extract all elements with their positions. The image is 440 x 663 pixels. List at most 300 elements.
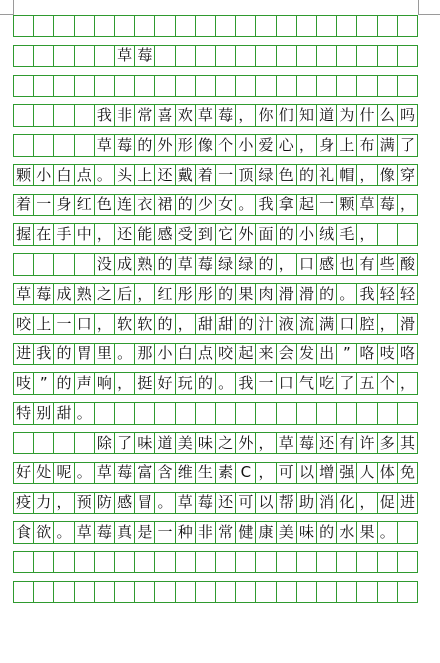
grid-cell bbox=[195, 46, 215, 66]
grid-cell bbox=[235, 46, 255, 66]
grid-cell: 还 bbox=[114, 224, 134, 244]
grid-cell bbox=[356, 552, 376, 572]
grid-cell: 白 bbox=[175, 344, 195, 364]
grid-cell: 滑 bbox=[296, 284, 316, 304]
grid-cell bbox=[175, 76, 195, 96]
grid-cell: 少 bbox=[195, 195, 215, 215]
grid-cell: 腔 bbox=[356, 314, 376, 334]
grid-cell bbox=[377, 16, 397, 36]
grid-cell: 发 bbox=[296, 344, 316, 364]
grid-cell: 口 bbox=[296, 254, 316, 274]
grid-cell: 的 bbox=[175, 195, 195, 215]
grid-cell bbox=[114, 16, 134, 36]
grid-cell: 滑 bbox=[397, 314, 418, 334]
grid-cell: 声 bbox=[74, 373, 94, 393]
grid-cell: 生 bbox=[195, 463, 215, 483]
grid-cell: 。 bbox=[215, 373, 235, 393]
grid-row bbox=[13, 372, 418, 394]
grid-cell: 绿 bbox=[255, 165, 275, 185]
grid-cell: 水 bbox=[336, 522, 356, 542]
grid-cell bbox=[13, 46, 33, 66]
grid-cell bbox=[215, 552, 235, 572]
grid-cell bbox=[33, 254, 53, 274]
grid-cell: 富 bbox=[134, 463, 154, 483]
grid-cell bbox=[114, 76, 134, 96]
grid-cell: 气 bbox=[296, 373, 316, 393]
grid-cell bbox=[154, 16, 174, 36]
grid-cell: 外 bbox=[154, 135, 174, 155]
grid-cell: 莓 bbox=[195, 493, 215, 513]
grid-cell bbox=[33, 46, 53, 66]
grid-cell bbox=[296, 582, 316, 602]
grid-cell: 莓 bbox=[114, 463, 134, 483]
grid-cell: 上 bbox=[134, 165, 154, 185]
grid-row bbox=[13, 343, 418, 365]
grid-cell bbox=[154, 76, 174, 96]
grid-cell: 强 bbox=[336, 463, 356, 483]
grid-cell: 免 bbox=[397, 463, 418, 483]
grid-cell bbox=[235, 76, 255, 96]
grid-cell: 小 bbox=[154, 344, 174, 364]
grid-cell bbox=[53, 582, 73, 602]
grid-cell bbox=[316, 582, 336, 602]
grid-cell bbox=[53, 254, 73, 274]
grid-cell bbox=[377, 403, 397, 423]
grid-cell bbox=[336, 403, 356, 423]
grid-cell: 常 bbox=[134, 105, 154, 125]
grid-cell bbox=[13, 582, 33, 602]
grid-cell bbox=[195, 403, 215, 423]
grid-cell bbox=[215, 16, 235, 36]
corner-mark-top-right-vertical bbox=[418, 0, 419, 15]
grid-cell: 玩 bbox=[175, 373, 195, 393]
grid-cell: 之 bbox=[94, 284, 114, 304]
grid-cell: 。 bbox=[114, 344, 134, 364]
grid-cell: 绒 bbox=[316, 224, 336, 244]
grid-cell: 爱 bbox=[255, 135, 275, 155]
grid-cell bbox=[215, 46, 235, 66]
grid-cell: 流 bbox=[296, 314, 316, 334]
corner-mark-top-left-vertical bbox=[13, 0, 14, 15]
grid-cell: 成 bbox=[114, 254, 134, 274]
grid-cell: 穿 bbox=[397, 165, 418, 185]
grid-cell: 成 bbox=[53, 284, 73, 304]
grid-cell: 些 bbox=[377, 254, 397, 274]
grid-cell: 汁 bbox=[255, 314, 275, 334]
grid-cell: 的 bbox=[154, 314, 174, 334]
grid-cell: 女 bbox=[215, 195, 235, 215]
grid-cell bbox=[377, 76, 397, 96]
grid-cell: 那 bbox=[134, 344, 154, 364]
grid-row bbox=[13, 551, 418, 573]
grid-cell bbox=[397, 76, 418, 96]
grid-cell: 咯 bbox=[397, 344, 418, 364]
grid-cell: 的 bbox=[316, 284, 336, 304]
grid-cell bbox=[356, 16, 376, 36]
grid-cell bbox=[175, 16, 195, 36]
grid-cell bbox=[13, 135, 33, 155]
grid-cell: ” bbox=[33, 373, 53, 393]
grid-cell bbox=[377, 46, 397, 66]
grid-cell bbox=[397, 224, 418, 244]
grid-cell: 呢 bbox=[53, 463, 73, 483]
grid-cell: 在 bbox=[33, 224, 53, 244]
grid-cell bbox=[397, 552, 418, 572]
grid-cell bbox=[195, 552, 215, 572]
grid-cell: 熟 bbox=[74, 284, 94, 304]
grid-cell: 康 bbox=[255, 522, 275, 542]
grid-cell bbox=[397, 46, 418, 66]
grid-cell: 后 bbox=[114, 284, 134, 304]
grid-cell: ， bbox=[134, 284, 154, 304]
grid-cell: 戴 bbox=[175, 165, 195, 185]
grid-cell: 满 bbox=[316, 314, 336, 334]
grid-cell: 欢 bbox=[175, 105, 195, 125]
grid-cell: 礼 bbox=[316, 165, 336, 185]
grid-cell bbox=[336, 46, 356, 66]
grid-cell: 外 bbox=[235, 433, 255, 453]
grid-cell: 点 bbox=[195, 344, 215, 364]
grid-cell: 到 bbox=[195, 224, 215, 244]
grid-cell: 肉 bbox=[255, 284, 275, 304]
grid-cell bbox=[255, 403, 275, 423]
grid-cell: 除 bbox=[94, 433, 114, 453]
grid-cell bbox=[33, 433, 53, 453]
grid-cell: 我 bbox=[356, 284, 376, 304]
grid-cell: 熟 bbox=[134, 254, 154, 274]
grid-cell: 我 bbox=[255, 195, 275, 215]
grid-cell: 体 bbox=[377, 463, 397, 483]
grid-row bbox=[13, 194, 418, 216]
grid-cell: 莓 bbox=[195, 254, 215, 274]
grid-cell bbox=[74, 105, 94, 125]
grid-cell: 红 bbox=[154, 284, 174, 304]
grid-cell: 莓 bbox=[377, 195, 397, 215]
grid-row bbox=[13, 521, 418, 543]
grid-row bbox=[13, 164, 418, 186]
grid-cell bbox=[33, 16, 53, 36]
grid-cell bbox=[154, 582, 174, 602]
grid-cell: 以 bbox=[255, 493, 275, 513]
grid-cell: 中 bbox=[74, 224, 94, 244]
grid-cell: 感 bbox=[114, 493, 134, 513]
grid-cell bbox=[336, 76, 356, 96]
grid-cell: 一 bbox=[53, 314, 73, 334]
grid-cell: 我 bbox=[235, 373, 255, 393]
grid-cell bbox=[255, 582, 275, 602]
grid-cell bbox=[235, 403, 255, 423]
grid-cell: 口 bbox=[276, 373, 296, 393]
grid-cell bbox=[33, 76, 53, 96]
grid-cell bbox=[94, 76, 114, 96]
grid-cell: 的 bbox=[154, 254, 174, 274]
grid-cell bbox=[336, 16, 356, 36]
grid-cell bbox=[74, 76, 94, 96]
grid-cell bbox=[134, 552, 154, 572]
grid-cell: 防 bbox=[94, 493, 114, 513]
grid-cell bbox=[397, 403, 418, 423]
grid-cell bbox=[296, 16, 316, 36]
grid-cell bbox=[114, 403, 134, 423]
grid-cell: 草 bbox=[356, 195, 376, 215]
grid-cell bbox=[154, 46, 174, 66]
grid-row bbox=[13, 223, 418, 245]
grid-cell: 多 bbox=[377, 433, 397, 453]
grid-cell bbox=[175, 403, 195, 423]
grid-cell: 道 bbox=[316, 105, 336, 125]
grid-cell bbox=[53, 16, 73, 36]
grid-cell: 面 bbox=[255, 224, 275, 244]
grid-cell: 种 bbox=[175, 522, 195, 542]
grid-cell: C bbox=[235, 463, 255, 483]
grid-cell: 果 bbox=[356, 522, 376, 542]
grid-cell: 心 bbox=[276, 135, 296, 155]
grid-row bbox=[13, 134, 418, 156]
grid-cell: 进 bbox=[13, 344, 33, 364]
grid-cell bbox=[53, 552, 73, 572]
grid-cell: 的 bbox=[316, 522, 336, 542]
grid-cell: ， bbox=[397, 195, 418, 215]
grid-cell bbox=[215, 403, 235, 423]
grid-cell bbox=[276, 16, 296, 36]
grid-cell bbox=[377, 582, 397, 602]
grid-cell: 身 bbox=[53, 195, 73, 215]
grid-cell: 的 bbox=[134, 135, 154, 155]
grid-cell: 没 bbox=[94, 254, 114, 274]
grid-cell: 甜 bbox=[215, 314, 235, 334]
grid-cell bbox=[74, 433, 94, 453]
grid-cell: 个 bbox=[377, 373, 397, 393]
grid-cell bbox=[74, 135, 94, 155]
grid-cell: 吱 bbox=[13, 373, 33, 393]
grid-cell: 绿 bbox=[215, 254, 235, 274]
grid-cell: 彤 bbox=[195, 284, 215, 304]
grid-cell bbox=[154, 552, 174, 572]
grid-cell: 也 bbox=[336, 254, 356, 274]
grid-cell: 别 bbox=[33, 403, 53, 423]
grid-cell bbox=[296, 403, 316, 423]
grid-cell: 莓 bbox=[94, 522, 114, 542]
grid-cell bbox=[356, 46, 376, 66]
grid-cell bbox=[33, 135, 53, 155]
grid-cell bbox=[53, 105, 73, 125]
grid-cell bbox=[215, 582, 235, 602]
grid-cell: 草 bbox=[13, 284, 33, 304]
grid-cell: 能 bbox=[134, 224, 154, 244]
grid-cell bbox=[175, 46, 195, 66]
grid-cell: 其 bbox=[397, 433, 418, 453]
grid-cell: 顶 bbox=[235, 165, 255, 185]
grid-cell: 素 bbox=[215, 463, 235, 483]
grid-row bbox=[13, 283, 418, 305]
grid-cell: 吃 bbox=[316, 373, 336, 393]
grid-cell bbox=[336, 552, 356, 572]
grid-cell: 五 bbox=[356, 373, 376, 393]
grid-cell: ， bbox=[276, 254, 296, 274]
grid-cell: 吱 bbox=[377, 344, 397, 364]
grid-cell: 外 bbox=[235, 224, 255, 244]
grid-cell: 我 bbox=[94, 105, 114, 125]
grid-cell bbox=[94, 46, 114, 66]
grid-cell: 的 bbox=[276, 224, 296, 244]
grid-cell bbox=[175, 552, 195, 572]
grid-cell: 胃 bbox=[74, 344, 94, 364]
grid-cell: 一 bbox=[154, 522, 174, 542]
grid-cell: 着 bbox=[195, 165, 215, 185]
grid-cell bbox=[276, 582, 296, 602]
grid-cell: 喜 bbox=[154, 105, 174, 125]
grid-cell bbox=[276, 46, 296, 66]
grid-cell bbox=[94, 552, 114, 572]
composition-grid bbox=[13, 15, 418, 611]
grid-cell: 裙 bbox=[154, 195, 174, 215]
grid-cell: 食 bbox=[13, 522, 33, 542]
grid-cell bbox=[235, 552, 255, 572]
grid-cell bbox=[316, 403, 336, 423]
grid-cell: 吗 bbox=[397, 105, 418, 125]
grid-cell bbox=[397, 582, 418, 602]
grid-cell: 轻 bbox=[377, 284, 397, 304]
grid-cell bbox=[296, 46, 316, 66]
grid-cell: 的 bbox=[215, 284, 235, 304]
grid-cell: 含 bbox=[154, 463, 174, 483]
grid-cell bbox=[94, 16, 114, 36]
grid-cell: 以 bbox=[296, 463, 316, 483]
grid-cell bbox=[53, 46, 73, 66]
grid-cell: 美 bbox=[276, 522, 296, 542]
grid-row bbox=[13, 15, 418, 37]
grid-cell bbox=[316, 552, 336, 572]
grid-cell: 毛 bbox=[336, 224, 356, 244]
grid-cell bbox=[53, 433, 73, 453]
grid-cell: ， bbox=[255, 433, 275, 453]
grid-cell: 小 bbox=[235, 135, 255, 155]
grid-cell: ， bbox=[175, 314, 195, 334]
grid-cell bbox=[316, 76, 336, 96]
grid-cell: 处 bbox=[33, 463, 53, 483]
grid-cell: 道 bbox=[154, 433, 174, 453]
grid-cell bbox=[316, 46, 336, 66]
grid-cell: 颗 bbox=[336, 195, 356, 215]
grid-cell: 帮 bbox=[276, 493, 296, 513]
grid-cell: 健 bbox=[235, 522, 255, 542]
grid-cell: 。 bbox=[235, 195, 255, 215]
grid-cell: 味 bbox=[195, 433, 215, 453]
grid-cell: 咯 bbox=[356, 344, 376, 364]
grid-cell: 力 bbox=[33, 493, 53, 513]
grid-cell: 味 bbox=[134, 433, 154, 453]
grid-cell: 助 bbox=[296, 493, 316, 513]
grid-cell: 红 bbox=[74, 195, 94, 215]
grid-cell bbox=[296, 76, 316, 96]
grid-cell: 来 bbox=[255, 344, 275, 364]
grid-cell bbox=[94, 403, 114, 423]
grid-cell: 衣 bbox=[134, 195, 154, 215]
grid-cell: 软 bbox=[114, 314, 134, 334]
grid-cell bbox=[356, 582, 376, 602]
grid-cell: 手 bbox=[53, 224, 73, 244]
grid-cell: 挺 bbox=[134, 373, 154, 393]
grid-cell bbox=[215, 76, 235, 96]
grid-cell: 身 bbox=[316, 135, 336, 155]
grid-cell bbox=[33, 552, 53, 572]
grid-cell bbox=[33, 105, 53, 125]
grid-cell: 。 bbox=[74, 403, 94, 423]
grid-cell: ， bbox=[397, 373, 418, 393]
grid-cell: 之 bbox=[215, 433, 235, 453]
grid-cell: 一 bbox=[255, 373, 275, 393]
grid-cell: 草 bbox=[94, 463, 114, 483]
grid-cell: 许 bbox=[356, 433, 376, 453]
grid-cell: 。 bbox=[53, 522, 73, 542]
grid-cell: 人 bbox=[356, 463, 376, 483]
grid-cell bbox=[397, 16, 418, 36]
grid-cell: 。 bbox=[336, 284, 356, 304]
grid-cell: 。 bbox=[74, 463, 94, 483]
grid-cell: 小 bbox=[33, 165, 53, 185]
grid-cell: 帽 bbox=[336, 165, 356, 185]
grid-cell bbox=[13, 552, 33, 572]
grid-cell bbox=[13, 433, 33, 453]
grid-cell bbox=[74, 16, 94, 36]
corner-mark-top-right-horizontal bbox=[418, 14, 440, 15]
grid-cell bbox=[74, 254, 94, 274]
grid-cell bbox=[134, 582, 154, 602]
grid-cell bbox=[94, 582, 114, 602]
grid-cell: 它 bbox=[215, 224, 235, 244]
grid-cell: 布 bbox=[356, 135, 376, 155]
grid-cell: 满 bbox=[377, 135, 397, 155]
grid-row bbox=[13, 492, 418, 514]
grid-cell: 着 bbox=[13, 195, 33, 215]
grid-cell: 美 bbox=[175, 433, 195, 453]
grid-cell: 莓 bbox=[215, 105, 235, 125]
grid-cell: 甜 bbox=[53, 403, 73, 423]
grid-cell: 的 bbox=[296, 165, 316, 185]
grid-cell: ， bbox=[255, 463, 275, 483]
grid-cell bbox=[255, 46, 275, 66]
grid-cell: 非 bbox=[195, 522, 215, 542]
grid-cell: 上 bbox=[336, 135, 356, 155]
grid-cell bbox=[255, 552, 275, 572]
grid-cell: 了 bbox=[336, 373, 356, 393]
grid-cell bbox=[316, 16, 336, 36]
grid-cell: 颗 bbox=[13, 165, 33, 185]
grid-cell: 是 bbox=[134, 522, 154, 542]
grid-cell bbox=[53, 76, 73, 96]
grid-cell bbox=[175, 582, 195, 602]
grid-cell: 口 bbox=[74, 314, 94, 334]
grid-cell: 的 bbox=[255, 254, 275, 274]
grid-cell bbox=[235, 16, 255, 36]
grid-cell: 有 bbox=[356, 254, 376, 274]
grid-cell: 可 bbox=[276, 463, 296, 483]
grid-cell bbox=[397, 522, 418, 542]
grid-row bbox=[13, 432, 418, 454]
grid-cell: 可 bbox=[235, 493, 255, 513]
grid-cell: 轻 bbox=[397, 284, 418, 304]
grid-cell bbox=[13, 105, 33, 125]
grid-cell: 还 bbox=[154, 165, 174, 185]
grid-cell: 色 bbox=[276, 165, 296, 185]
grid-cell: 的 bbox=[195, 373, 215, 393]
grid-cell bbox=[114, 552, 134, 572]
grid-cell: 一 bbox=[215, 165, 235, 185]
grid-cell: ， bbox=[356, 224, 376, 244]
grid-cell: 欲 bbox=[33, 522, 53, 542]
grid-cell: 进 bbox=[397, 493, 418, 513]
grid-cell: 知 bbox=[296, 105, 316, 125]
